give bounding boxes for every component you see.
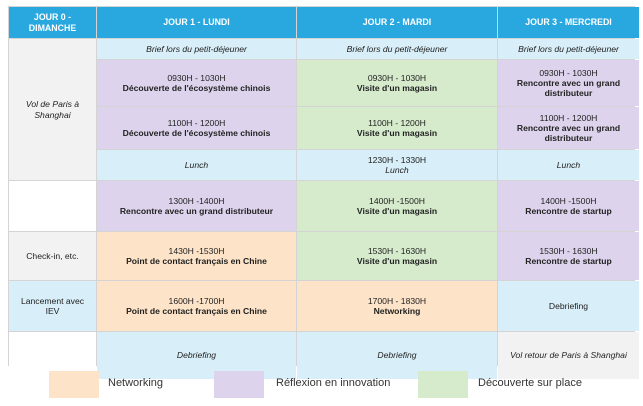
session-title: Visite d'un magasin <box>356 256 438 266</box>
legend-swatch-discovery <box>418 371 468 398</box>
session-time: 0930H - 1030H <box>367 72 427 83</box>
day1-debriefing: Debriefing <box>176 350 217 361</box>
day1-session1-cell <box>97 60 296 106</box>
session-time: 1100H - 1200H <box>368 117 426 128</box>
day3-debriefing-cell <box>498 281 639 331</box>
session-title: Visite d'un magasin <box>356 83 438 93</box>
day2-debriefing: Debriefing <box>377 350 417 361</box>
session-title: Point de contact français en Chine <box>126 256 267 266</box>
session-title: Découverte de l'écosystème chinois <box>122 128 271 138</box>
day0-checkin-cell <box>9 232 96 280</box>
schedule-table <box>8 6 635 366</box>
header-day2-label: JOUR 2 - MARDI <box>362 17 432 28</box>
session-title: Visite d'un magasin <box>356 206 438 216</box>
legend-swatch-networking <box>49 371 99 398</box>
day1-session5-cell <box>97 281 296 331</box>
header-day1-label: JOUR 1 - LUNDI <box>163 17 230 28</box>
header-day2 <box>297 7 497 38</box>
session-time: 1100H - 1200H <box>539 112 598 123</box>
day2-session1-cell <box>297 60 497 106</box>
day3-brief: Brief lors du petit-déjeuner <box>518 43 619 54</box>
day1-session2-cell <box>97 107 296 149</box>
session-time: 1430H -1530H <box>168 245 225 256</box>
day0-checkin: Check-in, etc. <box>26 250 79 261</box>
session-title: Point de contact français en Chine <box>126 306 267 316</box>
session-time: 1530H - 1630H <box>539 245 598 256</box>
day3-session3-cell <box>498 181 639 231</box>
day2-session5-cell <box>297 281 497 331</box>
day1-session4-cell <box>97 232 296 280</box>
day1-lunch: Lunch <box>184 159 209 170</box>
day0-flight: Vol de Paris à Shanghai <box>25 99 80 120</box>
legend-swatch-innovation <box>214 371 264 398</box>
day2-brief-cell <box>297 39 497 59</box>
session-title: Découverte de l'écosystème chinois <box>122 83 271 93</box>
session-time: 0930H - 1030H <box>539 67 598 78</box>
day3-lunch: Lunch <box>556 159 581 170</box>
day0-launch-cell <box>9 281 96 331</box>
legend-label-networking: Networking <box>108 377 164 389</box>
day1-lunch-cell <box>97 150 296 180</box>
legend-label-discovery: Découverte sur place <box>478 377 582 389</box>
session-time: 1600H -1700H <box>168 295 225 306</box>
day1-session3-cell <box>97 181 296 231</box>
day2-lunch: Lunch <box>385 165 409 175</box>
day3-lunch-cell <box>498 150 639 180</box>
session-title: Rencontre avec un grand distributeur <box>516 77 621 99</box>
day3-session1-cell <box>498 60 639 106</box>
legend-label-innovation: Réflexion en innovation <box>276 377 391 389</box>
session-time: 1300H -1400H <box>168 195 225 206</box>
day0-flight-cell <box>9 39 96 180</box>
day0-launch: Lancement avec IEV <box>20 295 85 316</box>
session-time: 1530H - 1630H <box>367 245 427 256</box>
day2-lunch-time: 1230H - 1330H <box>367 154 427 165</box>
day3-return-flight: Vol retour de Paris à Shanghai <box>510 350 627 361</box>
header-day0-label: JOUR 0 - DIMANCHE <box>28 11 77 33</box>
session-title: Visite d'un magasin <box>356 128 438 138</box>
session-title: Rencontre de startup <box>525 206 612 216</box>
day1-brief-cell <box>97 39 296 59</box>
day2-session3-cell <box>297 181 497 231</box>
day2-brief: Brief lors du petit-déjeuner <box>346 43 448 54</box>
day3-debriefing: Debriefing <box>548 300 589 311</box>
day3-session4-cell <box>498 232 639 280</box>
day2-lunch-cell <box>297 150 497 180</box>
day2-session4-cell <box>297 232 497 280</box>
header-day3-label: JOUR 3 - MERCREDI <box>525 17 612 28</box>
header-day1 <box>97 7 296 38</box>
header-day3 <box>498 7 639 38</box>
session-time: 1100H - 1200H <box>167 117 226 128</box>
session-title: Rencontre avec un grand distributeur <box>119 206 274 216</box>
session-title: Networking <box>373 306 421 316</box>
day1-brief: Brief lors du petit-déjeuner <box>146 43 247 54</box>
session-time: 1400H -1500H <box>540 195 597 206</box>
session-time: 1700H - 1830H <box>367 295 427 306</box>
day3-session2-cell <box>498 107 639 149</box>
day0-empty-cell <box>9 181 96 231</box>
day2-session2-cell <box>297 107 497 149</box>
session-time: 1400H -1500H <box>369 195 425 206</box>
day3-brief-cell <box>498 39 639 59</box>
session-time: 0930H - 1030H <box>167 72 226 83</box>
header-day0 <box>9 7 96 38</box>
session-title: Rencontre avec un grand distributeur <box>516 122 621 144</box>
legend <box>0 371 643 401</box>
session-title: Rencontre de startup <box>525 256 612 266</box>
